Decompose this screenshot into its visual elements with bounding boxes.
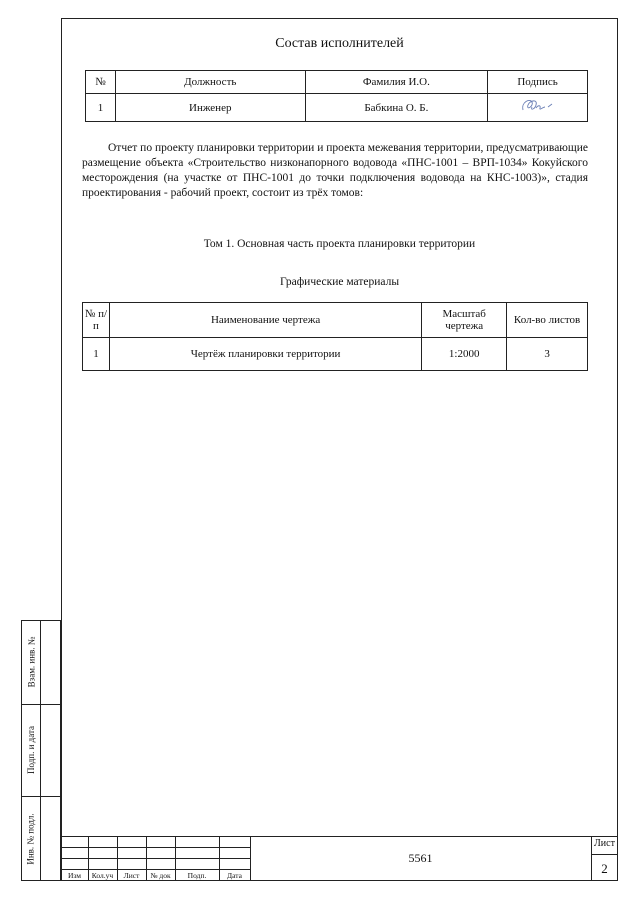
table-header-row bbox=[83, 303, 588, 338]
table-row bbox=[83, 338, 588, 371]
drawings-table bbox=[82, 302, 588, 371]
cell-signature bbox=[488, 94, 588, 122]
stamp-label-sign: Подп. bbox=[187, 871, 207, 880]
staff-title: Состав исполнителей bbox=[275, 36, 404, 51]
table-row bbox=[86, 94, 588, 122]
intro-paragraph: Отчет по проекту планировки территории и проекта межевания территории, предусматривающие размещение объекта «Строительство низконапорного водовода «ПНС-1001 – ВРП-1034» Кокуйского месторождения (на участке от ПНС-1001 до точки подключения водовода на КНС-1003)», стадия проектирования - рабочий проект, состоит из трёх томов: bbox=[82, 142, 588, 199]
cell-num: 1 bbox=[86, 94, 116, 122]
stamp-label-doc: № док bbox=[150, 871, 171, 880]
cell-position: Инженер bbox=[115, 94, 305, 122]
handwritten-signature bbox=[518, 96, 558, 116]
header-sheet-count: Кол-во листов bbox=[507, 303, 588, 338]
side-label-sign-date: Подп. и дата bbox=[26, 725, 36, 775]
stamp-label-date: Дата bbox=[227, 871, 242, 880]
side-label-replace-inv: Взам. инв. № bbox=[26, 636, 36, 688]
title-block bbox=[61, 836, 618, 881]
header-scale: Масштаб чертежа bbox=[422, 303, 507, 338]
staff-table bbox=[85, 70, 588, 122]
header-position: Должность bbox=[115, 71, 305, 94]
side-value-column bbox=[40, 620, 61, 881]
sheet-label: Лист bbox=[594, 838, 615, 849]
stamp-label-change: Изм bbox=[67, 871, 82, 880]
header-name: Фамилия И.О. bbox=[305, 71, 488, 94]
header-drawing-name: Наименование чертежа bbox=[109, 303, 421, 338]
cell-sheet-count: 3 bbox=[507, 338, 588, 371]
header-num: № bbox=[86, 71, 116, 94]
stamp-line bbox=[591, 854, 618, 855]
table-header-row bbox=[86, 71, 588, 94]
volume-title: Том 1. Основная часть проекта планировки территории bbox=[203, 238, 476, 250]
stamp-label-count: Кол.уч bbox=[91, 871, 114, 880]
header-signature: Подпись bbox=[488, 71, 588, 94]
graphics-title: Графические материалы bbox=[279, 276, 400, 288]
cell-scale: 1:2000 bbox=[422, 338, 507, 371]
header-num: № п/п bbox=[83, 303, 110, 338]
stamp-line bbox=[61, 858, 250, 859]
stamp-label-sheet: Лист bbox=[123, 871, 140, 880]
side-strip bbox=[21, 620, 61, 881]
cell-name: Бабкина О. Б. bbox=[305, 94, 488, 122]
sheet-number: 2 bbox=[601, 860, 608, 876]
document-code: 5561 bbox=[408, 851, 433, 865]
stamp-line bbox=[61, 847, 250, 848]
cell-num: 1 bbox=[83, 338, 110, 371]
cell-drawing-name: Чертёж планировки территории bbox=[109, 338, 421, 371]
stamp-line bbox=[61, 869, 250, 870]
side-label-orig-inv: Инв. № подл. bbox=[26, 812, 36, 865]
